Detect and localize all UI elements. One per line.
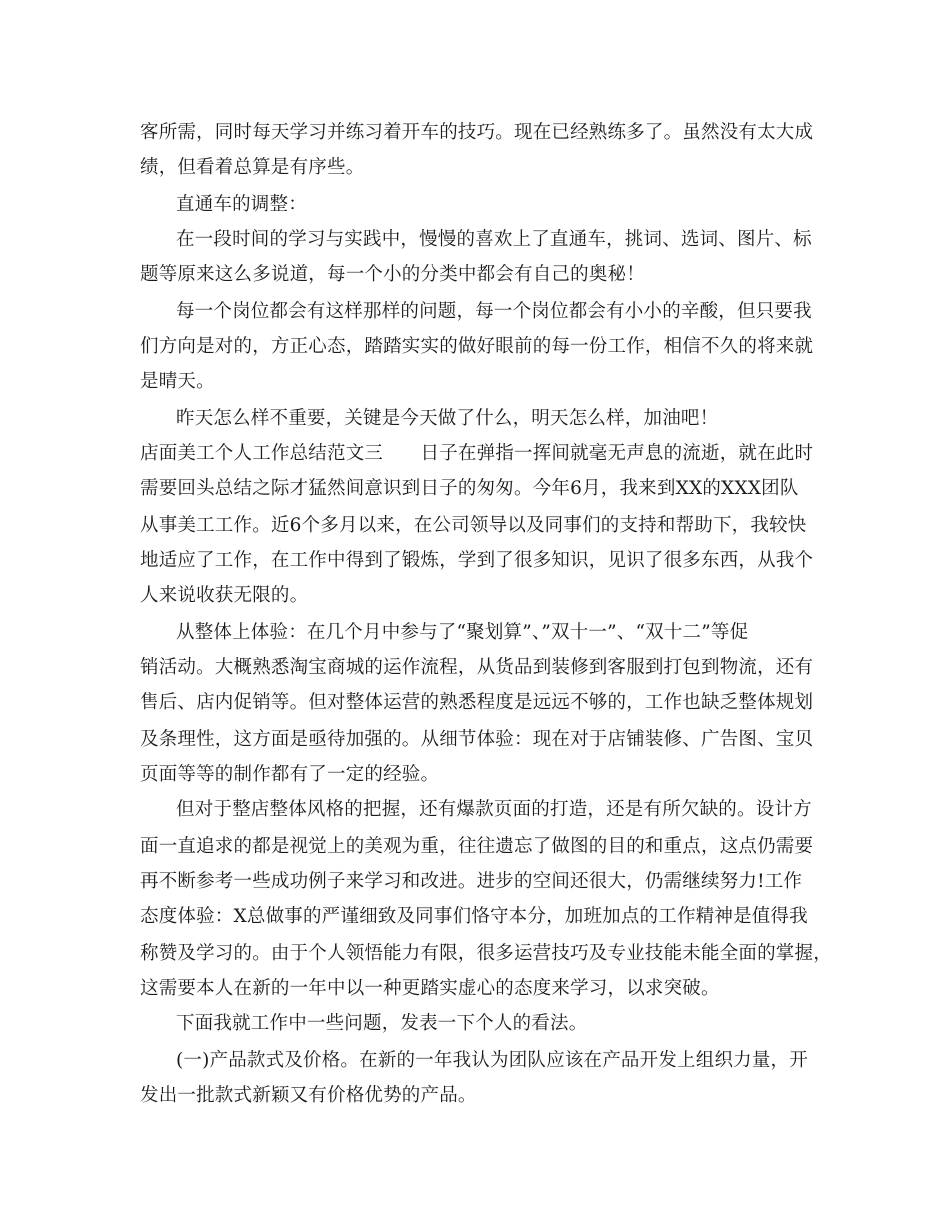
text-line: 题等原来这么多说道，每一个小的分类中都会有自己的奥秘！ (140, 264, 645, 285)
text-line: 在一段时间的学习与实践中，慢慢的喜欢上了直通车，挑词、选词、图片、标 (176, 229, 812, 250)
text-line: 面一直追求的都是视觉上的美观为重，往往遗忘了做图的目的和重点，这点仍需要 (140, 836, 814, 857)
section-heading: 直通车的调整： (176, 194, 307, 215)
text-line: 态度体验：X总做事的严谨细致及同事们恪守本分，加班加点的工作精神是值得我 (140, 906, 808, 927)
text-line: 店面美工个人工作总结范文三 日子在弹指一挥间就毫无声息的流逝，就在此时 (140, 443, 814, 464)
text-line: 下面我就工作中一些问题，发表一下个人的看法。 (176, 1013, 588, 1034)
text-line: 人来说收获无限的。 (140, 585, 309, 606)
text-line: 但对于整店整体风格的把握，还有爆款页面的打造，还是有所欠缺的。设计方 (176, 799, 812, 820)
text-line: 再不断参考一些成功例子来学习和改进。进步的空间还很大，仍需继续努力!工作 (140, 871, 803, 892)
text-line: 绩，但看着总算是有序些。 (140, 157, 365, 178)
text-line: 售后、店内促销等。但对整体运营的熟悉程度是远远不够的，工作也缺乏整体规划 (140, 692, 814, 713)
text-line: (一)产品款式及价格。在新的一年我认为团队应该在产品开发上组织力量，开 (176, 1050, 808, 1071)
text-line: 们方向是对的，方正心态，踏踏实实的做好眼前的每一份工作，相信不久的将来就 (140, 336, 814, 357)
text-line: 从事美工工作。近6个多月以来，在公司领导以及同事们的支持和帮助下，我较快 (140, 515, 807, 536)
text-line: 需要回头总结之际才猛然间意识到日子的匆匆。今年6月，我来到XX的XXX团队 (140, 478, 799, 499)
text-line: 从整体上体验：在几个月中参与了“聚划算”、”双十一”、“双十二”等促 (176, 622, 749, 643)
text-line: 销活动。大概熟悉淘宝商城的运作流程，从货品到装修到客服到打包到物流，还有 (140, 657, 814, 678)
text-line: 昨天怎么样不重要，关键是今天做了什么，明天怎么样，加油吧！ (176, 408, 719, 429)
text-line: 客所需，同时每天学习并练习着开车的技巧。现在已经熟练多了。虽然没有太大成 (140, 122, 814, 143)
text-line: 是晴天。 (140, 371, 215, 392)
text-line: 发出一批款式新颖又有价格优势的产品。 (140, 1085, 477, 1106)
text-line: 这需要本人在新的一年中以一种更踏实虚心的态度来学习，以求突破。 (140, 978, 720, 999)
text-line: 称赞及学习的。由于个人领悟能力有限，很多运营技巧及专业技能未能全面的掌握， (140, 943, 832, 964)
text-line: 每一个岗位都会有这样那样的问题，每一个岗位都会有小小的辛酸，但只要我 (176, 301, 812, 322)
text-line: 及条理性，这方面是亟待加强的。从细节体验：现在对于店铺装修、广告图、宝贝 (140, 729, 814, 750)
text-line: 页面等等的制作都有了一定的经验。 (140, 764, 440, 785)
text-line: 地适应了工作，在工作中得到了锻炼，学到了很多知识，见识了很多东西，从我个 (140, 550, 814, 571)
